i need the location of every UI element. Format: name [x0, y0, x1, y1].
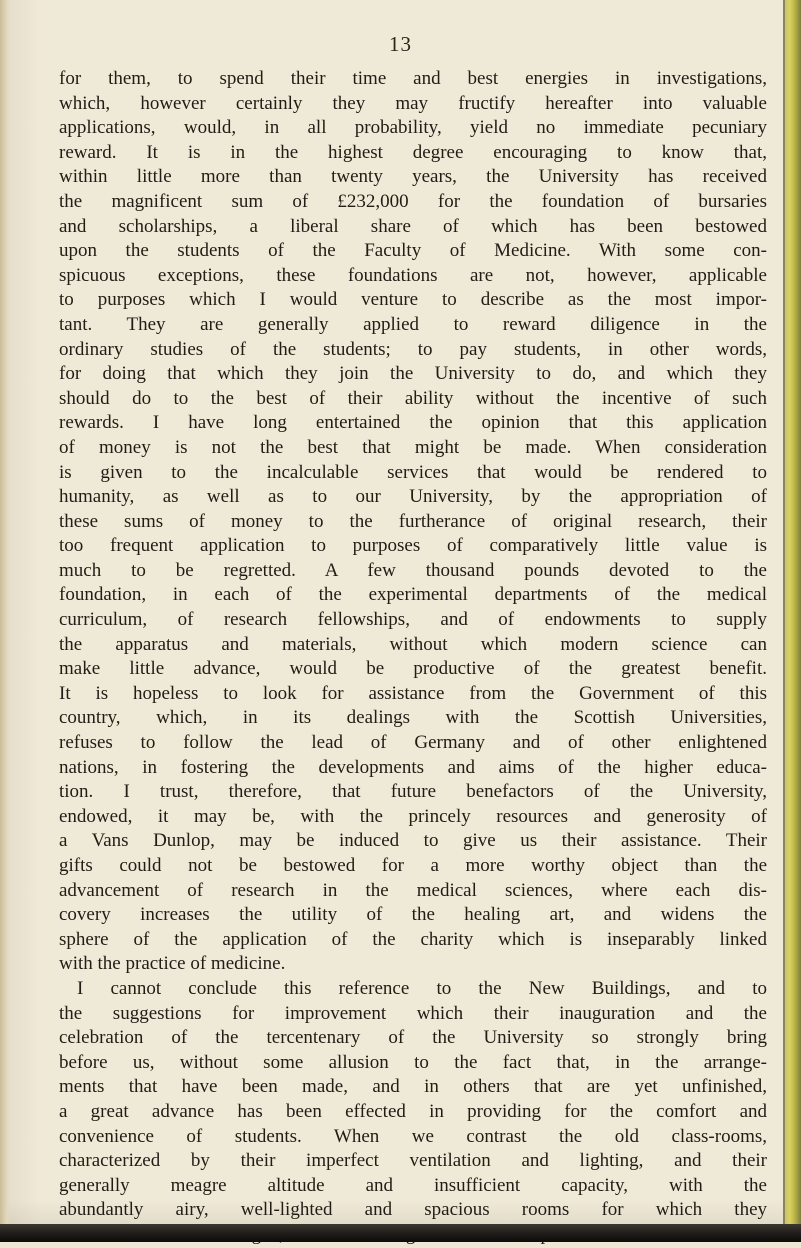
text-line: to purposes which I would venture to describe as the most impor- — [59, 289, 767, 311]
text-line: make little advance, would be productive of the greatest benefit. — [59, 658, 767, 680]
text-line: for doing that which they join the University to do, and which they — [59, 363, 767, 385]
text-line: much to be regretted. A few thousand pounds devoted to the — [59, 559, 767, 581]
page-edge-right — [785, 0, 801, 1242]
text-line: abundantly airy, well-lighted and spacious rooms for which they — [59, 1199, 767, 1221]
text-line: ordinary studies of the students; to pay students, in other words, — [59, 338, 767, 360]
text-line: covery increases the utility of the healing art, and widens the — [59, 904, 767, 926]
text-line: which, however certainly they may fructify hereafter into valuable — [59, 92, 767, 114]
text-line: a Vans Dunlop, may be induced to give us their assistance. Their — [59, 830, 767, 852]
text-line: spicuous exceptions, these foundations are not, however, applicable — [59, 264, 767, 286]
text-line: reward. It is in the highest degree encouraging to know that, — [59, 141, 767, 163]
text-line: and scholarships, a liberal share of which has been bestowed — [59, 215, 767, 237]
text-line: these sums of money to the furtherance of original research, their — [59, 510, 767, 532]
binding-gutter — [0, 0, 10, 1242]
text-line: for them, to spend their time and best energies in investigations, — [59, 68, 767, 89]
text-line: I cannot conclude this reference to the New Buildings, and to — [77, 977, 767, 999]
text-line: humanity, as well as to our University, by the appropriation of — [59, 486, 767, 508]
text-line: convenience of students. When we contrast the old class-rooms, — [59, 1125, 767, 1147]
text-line: tant. They are generally applied to reward diligence in the — [59, 313, 767, 335]
text-line: gifts could not be bestowed for a more worthy object than the — [59, 855, 767, 876]
text-line: within little more than twenty years, the University has received — [59, 166, 767, 188]
text-line: tion. I trust, therefore, that future benefactors of the University, — [59, 781, 767, 803]
text-line: endowed, it may be, with the princely resources and generosity of — [59, 805, 767, 827]
text-line: It is hopeless to look for assistance from the Government of this — [59, 682, 767, 704]
text-line: before us, without some allusion to the fact that, in the arrange- — [59, 1051, 767, 1073]
page-number: 13 — [389, 32, 412, 56]
text-line: of money is not the best that might be made. When consideration — [59, 436, 767, 458]
text-line: foundation, in each of the experimental departments of the medical — [59, 584, 767, 606]
text-line: nations, in fostering the developments and aims of the higher educa- — [59, 756, 767, 778]
text-line: rewards. I have long entertained the opinion that this application — [59, 412, 767, 434]
text-line: too frequent application to purposes of comparatively little value is — [59, 535, 767, 557]
text-line: refuses to follow the lead of Germany and of other enlightened — [59, 732, 767, 754]
text-line: the apparatus and materials, without which modern science can — [59, 633, 767, 655]
text-line: advancement of research in the medical sciences, where each dis- — [59, 879, 767, 901]
text-line: the magnificent sum of £232,000 for the foundation of bursaries — [59, 190, 767, 212]
text-line: celebration of the tercentenary of the University so strongly bring — [59, 1027, 767, 1049]
text-line: country, which, in its dealings with the Scottish Universities, — [59, 707, 767, 729]
text-line: the suggestions for improvement which their inauguration and the — [59, 1002, 767, 1024]
bottom-shadow-strip — [0, 1224, 801, 1242]
text-line: generally meagre altitude and insufficient capacity, with the — [59, 1174, 767, 1196]
text-line: applications, would, in all probability, yield no immediate pecuniary — [59, 117, 767, 139]
text-line: should do to the best of their ability without the incentive of such — [59, 387, 767, 409]
text-line: is given to the incalculable services that would be rendered to — [59, 461, 767, 483]
text-line: characterized by their imperfect ventilation and lighting, and their — [59, 1150, 767, 1172]
text-line: ments that have been made, and in others that are yet unfinished, — [59, 1076, 767, 1098]
text-line: with the practice of medicine. — [59, 953, 286, 975]
text-line: a great advance has been effected in providing for the comfort and — [59, 1100, 767, 1122]
text-line: curriculum, of research fellowships, and of endowments to supply — [59, 609, 767, 631]
body-text — [59, 67, 767, 1248]
text-line: upon the students of the Faculty of Medicine. With some con- — [59, 240, 767, 262]
text-line: sphere of the application of the charity which is inseparably linked — [59, 928, 767, 950]
